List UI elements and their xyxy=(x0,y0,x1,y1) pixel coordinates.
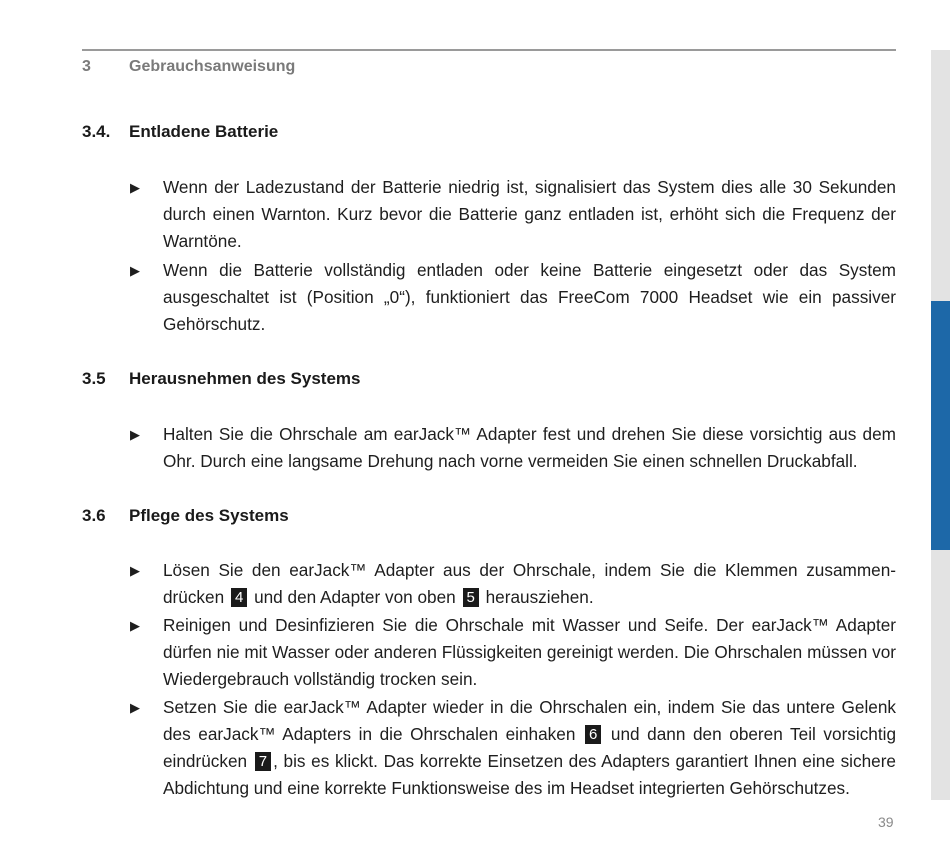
bullet-arrow-icon: ▶ xyxy=(130,263,140,278)
section-title: Pflege des Systems xyxy=(129,506,289,525)
item-text: herausziehen. xyxy=(485,587,594,607)
bullet-arrow-icon: ▶ xyxy=(130,180,140,195)
section-number: 3.5 xyxy=(82,369,106,388)
chapter-title: Gebrauchsanweisung xyxy=(129,58,296,75)
page-number: 39 xyxy=(878,814,894,830)
figure-reference-badge: 5 xyxy=(463,588,479,607)
section-heading xyxy=(82,369,361,389)
item-text: , bis es klickt. Das korrekte Einsetzen des Adapters garantiert Ihnen eine sichere Abdichtung und eine korrekte Funktionsweise des im Headset integrierten Gehörschutzes. xyxy=(163,751,896,798)
list-item xyxy=(163,557,896,611)
section-heading xyxy=(82,122,278,142)
bullet-arrow-icon: ▶ xyxy=(130,700,140,715)
list-item: Wenn der Ladezustand der Batterie niedrig ist, signalisiert das System dies alle 30 Sekunden durch einen Warnton. Kurz bevor die Batterie ganz entladen ist, erhöht sich die Frequenz der Warntöne. xyxy=(163,177,896,251)
item-text: Setzen Sie die earJack™ Adapter wieder in die Ohrschalen ein, indem Sie das untere Gelenk des earJack™ Adapters in die Ohrschalen einhaken xyxy=(163,697,896,744)
section-heading xyxy=(82,506,289,526)
list-item: Wenn die Batterie vollständig entladen oder keine Batterie eingesetzt oder das System ausgeschaltet ist (Position „0“), funktioniert das FreeCom 7000 Headset wie ein passiver Gehörschutz. xyxy=(163,260,896,334)
list-item: Halten Sie die Ohrschale am earJack™ Adapter fest und drehen Sie diese vorsichtig aus dem Ohr. Durch eine langsame Drehung nach vorne vermeiden Sie einen schnellen Druckabfall. xyxy=(163,424,896,471)
section-number: 3.4. xyxy=(82,122,111,141)
bullet-arrow-icon: ▶ xyxy=(130,563,140,578)
list-item xyxy=(163,694,896,802)
section-number: 3.6 xyxy=(82,506,106,525)
figure-reference-badge: 6 xyxy=(585,725,601,744)
section-title: Herausnehmen des Systems xyxy=(129,369,361,388)
running-header xyxy=(82,58,295,76)
item-text: und den Adapter von oben xyxy=(254,587,456,607)
header-rule xyxy=(82,49,896,51)
side-tab-accent xyxy=(931,301,950,550)
bullet-arrow-icon: ▶ xyxy=(130,618,140,633)
figure-reference-badge: 4 xyxy=(231,588,247,607)
item-text: Lösen Sie den earJack™ Adapter aus der Ohrschale, indem Sie die Klemmen zusammen-drücken xyxy=(163,560,896,607)
figure-reference-badge: 7 xyxy=(255,752,271,771)
chapter-number: 3 xyxy=(82,58,91,75)
list-item: Reinigen und Desinfizieren Sie die Ohrschale mit Wasser und Seife. Der earJack™ Adapter dürfen nie mit Wasser oder anderen Flüssigkeiten gereinigt werden. Die Ohrschalen müssen vor Wiedergebrauch vollständig trocken sein. xyxy=(163,615,896,689)
item-text: und dann den oberen Teil vorsichtig eindrücken xyxy=(163,724,897,771)
bullet-arrow-icon: ▶ xyxy=(130,427,140,442)
section-title: Entladene Batterie xyxy=(129,122,279,141)
